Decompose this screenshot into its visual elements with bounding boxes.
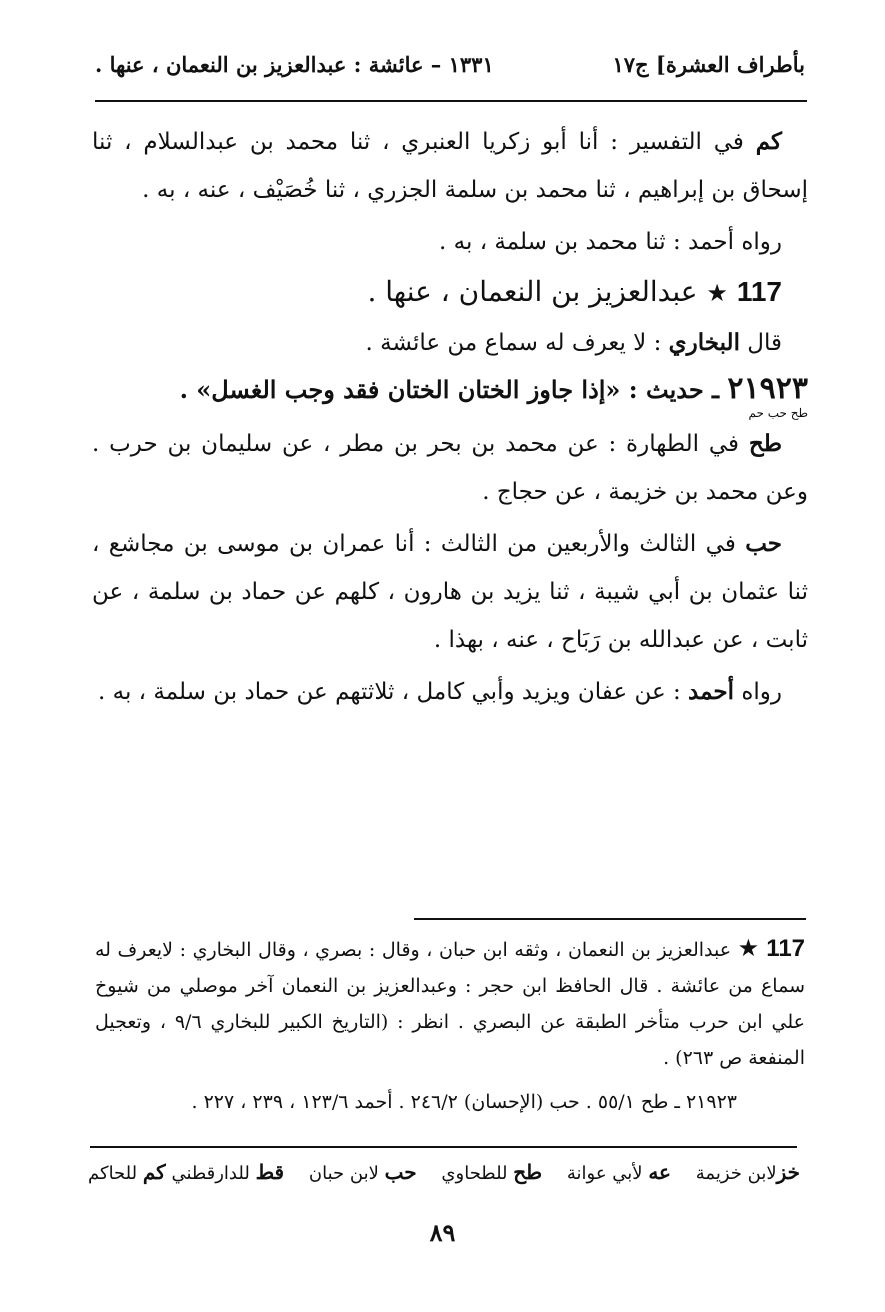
star-icon: ★ xyxy=(706,279,728,307)
narrator-heading xyxy=(92,266,808,319)
abbreviation-legend xyxy=(88,1160,800,1184)
legend-label: لابن خزيمة xyxy=(695,1163,777,1184)
paragraph-tafsir-text: في التفسير : أنا أبو زكريا العنبري ، ثنا محمد بن عبدالسلام ، ثنا إسحاق بن إبراهيم ، ثنا محمد بن سلمة الجزري ، ثنا خُصَيْف ، عنه ، به . xyxy=(92,129,808,203)
paragraph-tahawi xyxy=(92,420,808,516)
legend-rule xyxy=(90,1146,797,1148)
legend-label: لأبي عوانة xyxy=(566,1163,643,1184)
paragraph-ahmad-1: رواه أحمد : ثنا محمد بن سلمة ، به . xyxy=(439,229,782,255)
legend-label: للحاكم xyxy=(88,1163,138,1184)
legend-item xyxy=(696,1160,800,1184)
main-text xyxy=(92,118,808,716)
legend-code: طح xyxy=(513,1160,543,1184)
narrator-name: عبدالعزيز بن النعمان ، عنها . xyxy=(367,275,707,308)
paragraph-ahmad-2-post: : عن عفان ويزيد وأبي كامل ، ثلاثتهم عن حماد بن سلمة ، به . xyxy=(98,679,689,705)
legend-code: كم xyxy=(142,1160,166,1184)
footnotes xyxy=(95,930,805,1120)
legend-code: حب xyxy=(384,1160,417,1184)
hadith-number: ٢١٩٢٣ xyxy=(727,371,808,406)
footnote-narrator xyxy=(95,930,805,1076)
running-header xyxy=(95,52,805,90)
source-code-hb: حب xyxy=(745,530,782,557)
header-section-title: ١٣٣١ – عائشة : عبدالعزيز بن النعمان ، عنها . xyxy=(95,52,494,77)
paragraph-bukhari xyxy=(92,319,808,367)
paragraph-hibban xyxy=(92,520,808,664)
narrator-number: 117 xyxy=(736,276,782,307)
paragraph-ahmad-2 xyxy=(92,668,808,716)
legend-item xyxy=(309,1160,417,1184)
hadith-text: ـ حديث : «إذا جاوز الختان الختان فقد وجب الغسل» . xyxy=(179,375,728,404)
paragraph-bukhari-post: : لا يعرف له سماع من عائشة . xyxy=(365,330,669,356)
legend-item xyxy=(441,1160,542,1184)
legend-item xyxy=(567,1160,671,1184)
header-rule xyxy=(95,100,807,102)
source-code-tah: طح xyxy=(748,430,782,457)
hadith-heading xyxy=(92,367,808,412)
paragraph-tahawi-text: في الطهارة : عن محمد بن بحر بن مطر ، عن سليمان بن حرب . وعن محمد بن خزيمة ، عن حجاج . xyxy=(92,431,808,505)
source-code-kam: كم xyxy=(755,128,782,155)
legend-label: للدارقطني xyxy=(171,1163,250,1184)
paragraph-hibban-text: في الثالث والأربعين من الثالث : أنا عمران بن موسى بن مجاشع ، ثنا عثمان بن أبي شيبة ، ثنا يزيد بن هارون ، كلهم عن حماد بن سلمة ، عن ثابت ، عن عبدالله بن رَبَاح ، عنه ، بهذا . xyxy=(92,531,809,653)
paragraph-ahmad-2-pre: رواه xyxy=(734,679,782,705)
paragraph-tafsir xyxy=(92,118,808,214)
legend-label: للطحاوي xyxy=(441,1163,508,1184)
legend-code: عه xyxy=(648,1160,671,1184)
legend-label: لابن حبان xyxy=(308,1163,379,1184)
hadith-sigla: طح حب حم xyxy=(748,406,808,420)
legend-item xyxy=(88,1160,284,1184)
legend-code: خز xyxy=(776,1160,800,1184)
footnote-star-icon: ★ xyxy=(737,934,760,962)
footnote-hadith: ٢١٩٢٣ ـ طح ٥٥/١ . حب (الإحسان) ٢٤٦/٢ . أحمد ١٢٣/٦ ، ٢٣٩ ، ٢٢٧ . xyxy=(191,1091,737,1113)
legend-code: قط xyxy=(255,1160,285,1184)
footnote-rule xyxy=(414,918,806,920)
paragraph-bukhari-pre: قال xyxy=(739,330,782,356)
footnote-number: 117 xyxy=(766,935,806,962)
header-volume-title: بأطراف العشرة] ج١٧ xyxy=(612,52,805,77)
footnote-narrator-text: عبدالعزيز بن النعمان ، وثقه ابن حبان ، وقال : بصري ، وقال البخاري : لايعرف له سماع من عائشة . قال الحافظ ابن حجر : وعبدالعزيز بن النعمان آخر موصلي من شيوخ علي ابن حرب متأخر الطبقة عن البصري . انظر : (التاريخ الكبير للبخاري ٩/٦ ، وتعجيل المنفعة ص ٢٦٣) . xyxy=(95,939,805,1069)
ahmad-name: أحمد xyxy=(688,678,735,705)
bukhari-name: البخاري xyxy=(668,329,740,356)
page-number: ٨٩ xyxy=(429,1218,456,1247)
